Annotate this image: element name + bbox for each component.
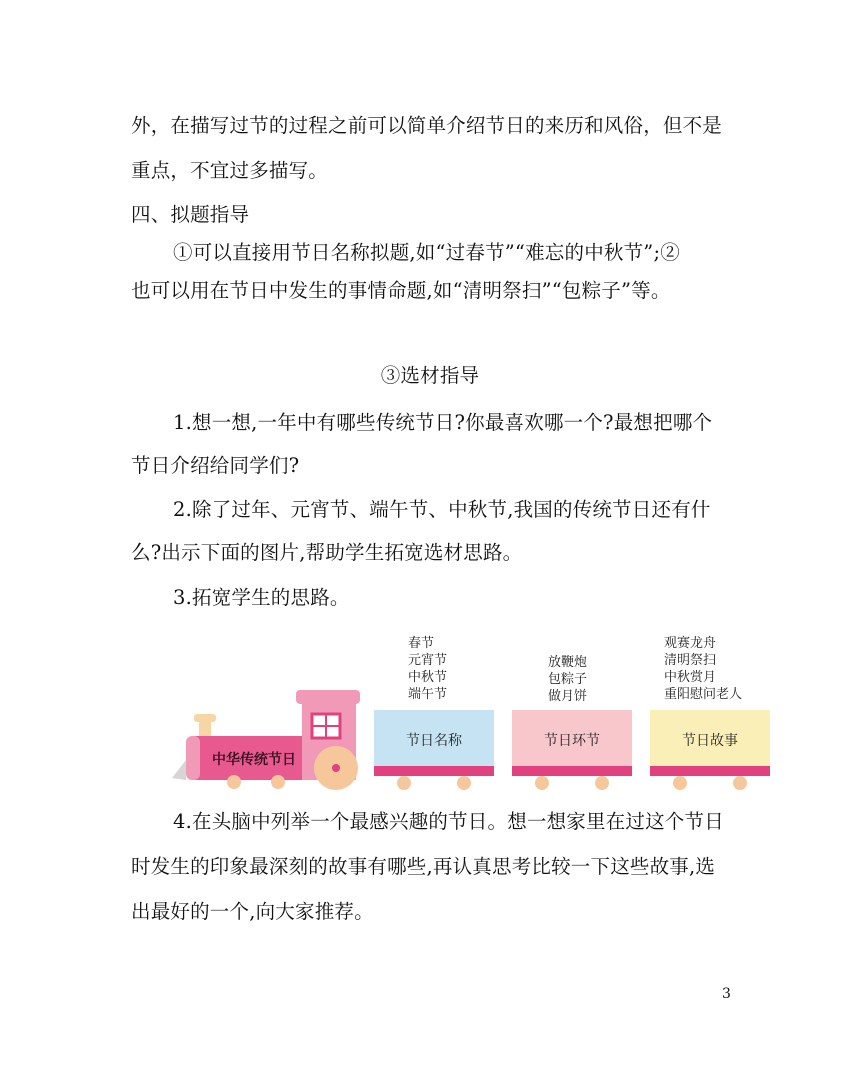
train-car-festival-names: [374, 710, 494, 790]
car-item: 做月饼: [548, 689, 588, 704]
paragraph-line: ①可以直接用节日名称拟题,如“过春节”“难忘的中秋节”;②: [173, 241, 680, 264]
paragraph-line: 时发生的印象最深刻的故事有哪些,再认真思考比较一下这些故事,选: [131, 855, 716, 878]
paragraph-line: 4.在头脑中列举一个最感兴趣的节日。想一想家里在过这个节日: [173, 810, 724, 833]
car-item: 中秋节: [408, 670, 448, 685]
cab-roof: [296, 690, 360, 704]
train-car-festival-stories: [650, 710, 770, 790]
car-item: 重阳慰问老人: [664, 687, 743, 702]
page-number: 3: [722, 986, 731, 1002]
section-heading-centered: ③选材指导: [380, 364, 480, 387]
paragraph-line: 出最好的一个,向大家推荐。: [131, 900, 374, 923]
car-item: 元宵节: [408, 653, 448, 668]
paragraph-line: 1.想一想,一年中有哪些传统节日?你最喜欢哪一个?最想把哪个: [173, 411, 713, 434]
paragraph-line: 节日介绍给同学们?: [131, 454, 300, 477]
engine-front: [186, 736, 200, 780]
section-heading: 四、拟题指导: [131, 203, 250, 226]
car-item: 观赛龙舟: [664, 636, 717, 651]
engine-wheel: [227, 775, 241, 789]
car-label: 节日环节: [544, 733, 600, 749]
paragraph-line: 重点，不宜过多描写。: [131, 159, 329, 182]
car-label: 节日故事: [682, 733, 738, 749]
chimney: [199, 722, 211, 736]
car-item: 端午节: [408, 687, 448, 702]
cowcatcher: [172, 760, 186, 780]
paragraph-line: 3.拓宽学生的思路。: [173, 586, 350, 609]
paragraph-line: 2.除了过年、元宵节、端午节、中秋节,我国的传统节日还有什: [173, 498, 711, 521]
train-car-festival-activities: [512, 710, 632, 790]
engine-label: 中华传统节日: [212, 752, 296, 768]
engine-wheel: [271, 775, 285, 789]
car-item: 放鞭炮: [548, 655, 588, 670]
car-item: 春节: [408, 636, 435, 651]
car-item: 清明祭扫: [664, 653, 717, 668]
car-item: 包粽子: [548, 672, 588, 687]
car-label: 节日名称: [406, 733, 462, 749]
paragraph-line: 外，在描写过节的过程之前可以简单介绍节日的来历和风俗，但不是: [131, 114, 723, 137]
chimney-top: [194, 714, 216, 722]
paragraph-line: 也可以用在节日中发生的事情命题,如“清明祭扫”“包粽子”等。: [131, 279, 671, 302]
car-item: 中秋赏月: [664, 670, 717, 685]
paragraph-line: 么?出示下面的图片,帮助学生拓宽选材思路。: [131, 541, 523, 564]
festival-train-illustration: [168, 632, 774, 792]
